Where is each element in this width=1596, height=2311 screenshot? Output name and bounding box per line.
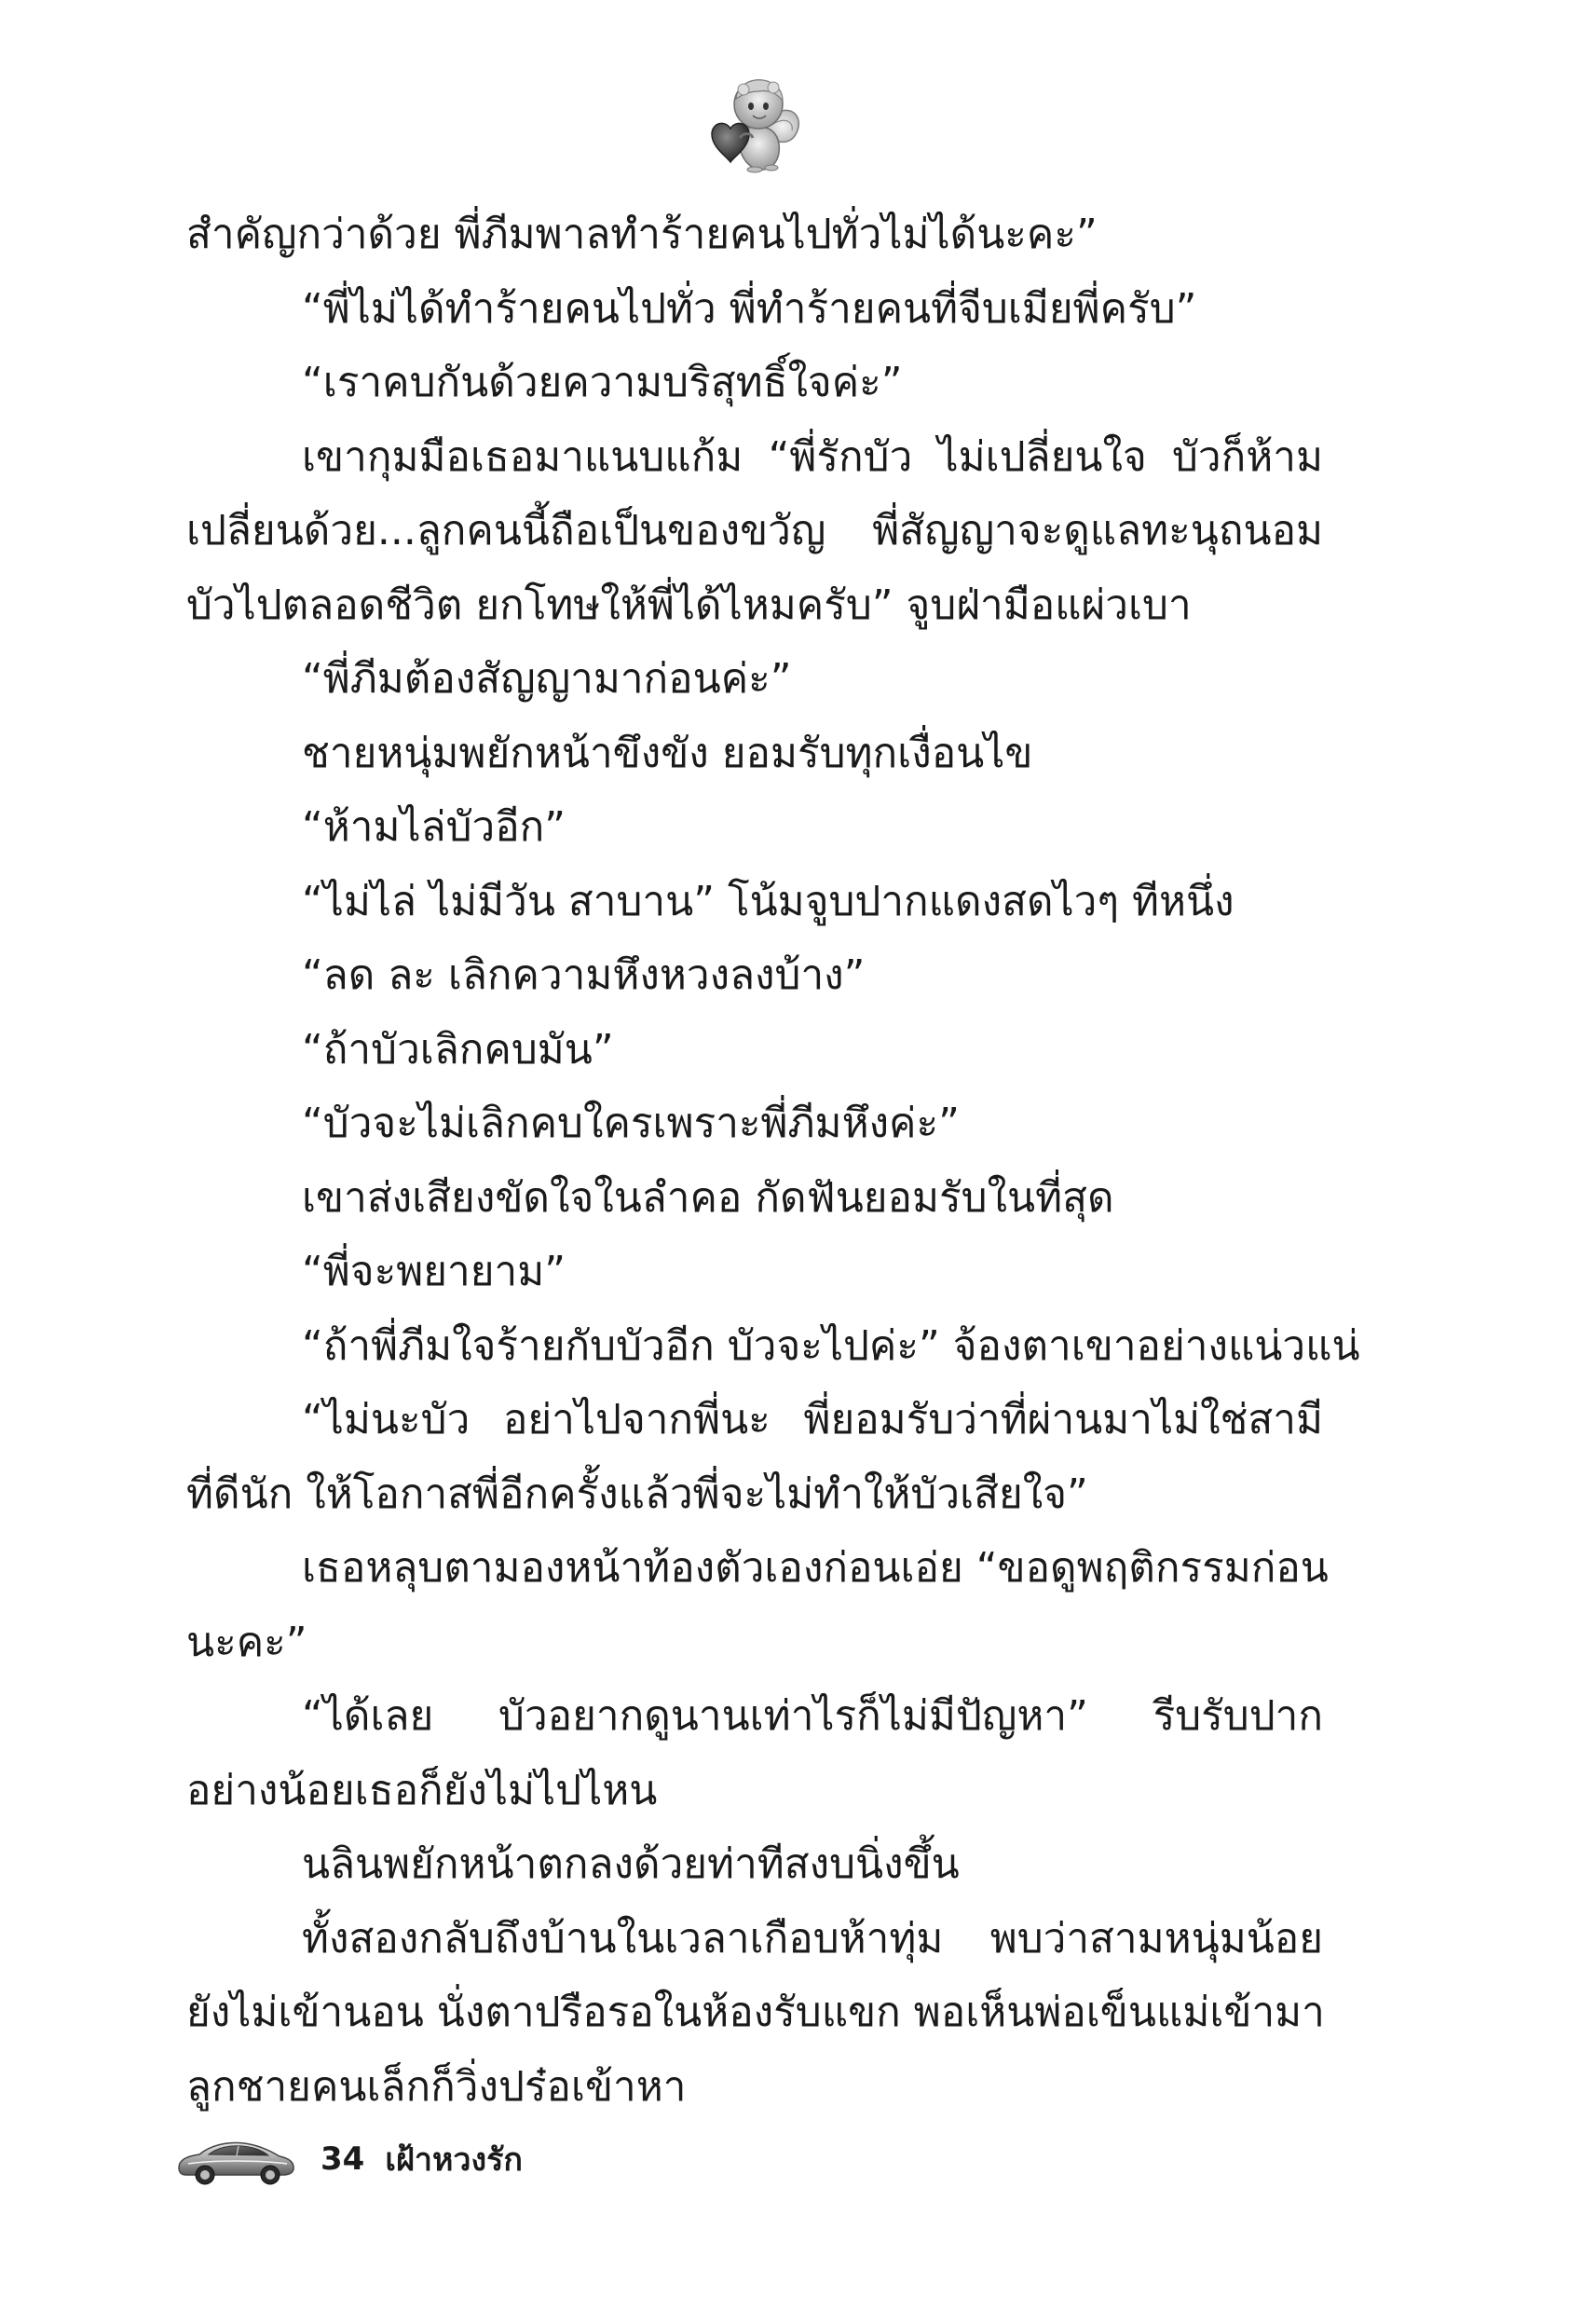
text-line: ยังไม่เข้านอน นั่งตาปรือรอในห้องรับแขก พอเห็นพ่อเข็นแม่เข้ามา <box>186 1989 1325 2036</box>
text-line: นลินพยักหน้าตกลงด้วยท่าทีสงบนิ่งขึ้น <box>302 1840 960 1888</box>
text-line: “ไม่นะบัว อย่าไปจากพี่นะ พี่ยอมรับว่าที่ผ่านมาไม่ใช่สามี <box>302 1396 1323 1443</box>
text-line: “พี่ไม่ได้ทำร้ายคนไปทั่ว พี่ทำร้ายคนที่จีบเมียพี่ครับ” <box>302 284 1197 333</box>
text-line: เธอหลุบตามองหน้าท้องตัวเองก่อนเอ่ย “ขอดูพฤติกรรมก่อน <box>302 1544 1329 1592</box>
page-footer <box>175 2126 523 2192</box>
text-line: เขาส่งเสียงขัดใจในลำคอ กัดฟันยอมรับในที่สุด <box>302 1173 1114 1222</box>
text-line: “ถ้าพี่ภีมใจร้ายกับบัวอีก บัวจะไปค่ะ” จ้องตาเขาอย่างแน่วแน่ <box>302 1321 1360 1370</box>
text-line: เขากุมมือเธอมาแนบแก้ม “พี่รักบัว ไม่เปลี่ยนใจ บัวก็ห้าม <box>302 432 1323 481</box>
text-line: สำคัญกว่าด้วย พี่ภีมพาลทำร้ายคนไปทั่วไม่ได้นะคะ” <box>186 211 1098 258</box>
text-line: “ถ้าบัวเลิกคบมัน” <box>302 1025 614 1073</box>
text-line: ทั้งสองกลับถึงบ้านในเวลาเกือบห้าทุ่ม พบว่าสามหนุ่มน้อย <box>302 1914 1323 1962</box>
text-line: เปลี่ยนด้วย...ลูกคนนี้ถือเป็นของขวัญ พี่สัญญาจะดูแลทะนุถนอม <box>186 507 1323 554</box>
text-line: ที่ดีนัก ให้โอกาสพี่อีกครั้งแล้วพี่จะไม่ทำให้บัวเสียใจ” <box>186 1470 1088 1518</box>
text-line: นะคะ” <box>186 1618 307 1666</box>
text-line: อย่างน้อยเธอก็ยังไม่ไปไหน <box>186 1766 658 1814</box>
text-line: “ห้ามไล่บัวอีก” <box>302 803 566 851</box>
sports-car-icon <box>175 2132 296 2186</box>
body-text <box>186 198 1360 2124</box>
text-line: “พี่ภีมต้องสัญญามาก่อนค่ะ” <box>302 655 792 703</box>
text-line: “ลด ละ เลิกความหึงหวงลงบ้าง” <box>302 951 866 999</box>
text-line: ชายหนุ่มพยักหน้าขึงขัง ยอมรับทุกเงื่อนไข <box>302 729 1033 777</box>
cupid-with-heart-icon <box>701 73 805 173</box>
text-line: ลูกชายคนเล็กก็วิ่งปร๋อเข้าหา <box>186 2062 687 2111</box>
text-line: “เราคบกันด้วยความบริสุทธิ์ใจค่ะ” <box>302 359 903 406</box>
book-title: เฝ้าหวงรัก <box>385 2141 523 2179</box>
text-line: “บัวจะไม่เลิกคบใครเพราะพี่ภีมหึงค่ะ” <box>302 1100 960 1147</box>
text-line: “ได้เลย บัวอยากดูนานเท่าไรก็ไม่มีปัญหา” รีบรับปาก <box>302 1692 1323 1740</box>
text-line: บัวไปตลอดชีวิต ยกโทษให้พี่ได้ไหมครับ” จูบฝ่ามือแผ่วเบา <box>186 581 1192 629</box>
text-line: “ไม่ไล่ ไม่มีวัน สาบาน” โน้มจูบปากแดงสดไวๆ ทีหนึ่ง <box>302 877 1235 925</box>
text-line: “พี่จะพยายาม” <box>302 1248 566 1295</box>
page-number: 34 <box>321 2140 365 2178</box>
